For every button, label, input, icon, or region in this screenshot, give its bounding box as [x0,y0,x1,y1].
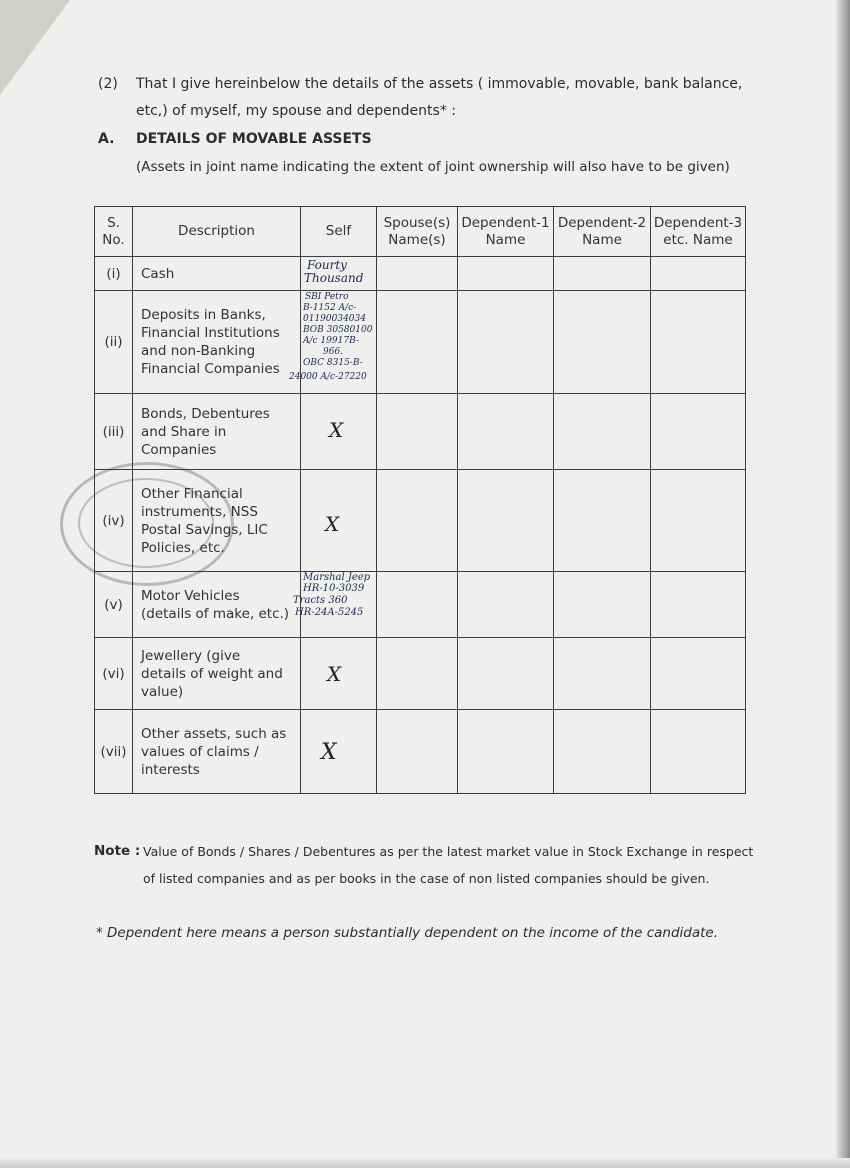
row-sno: (vi) [95,638,133,710]
row-sno: (iv) [95,470,133,572]
row-dependent-2-value [554,291,651,394]
table-row [95,470,746,572]
handwritten-line: BOB 30580100 [303,325,373,335]
row-dependent-2-value [554,257,651,291]
row-description: Jewellery (give details of weight and value) [133,638,301,710]
row-sno: (ii) [95,291,133,394]
section-subtitle: (Assets in joint name indicating the extent of joint ownership will also have to be given) [136,159,730,175]
folded-corner [0,0,70,95]
handwritten-line: 01190034034 [303,314,366,324]
header-dependent-1: Dependent-1 Name [458,207,554,257]
row-description: Bonds, Debentures and Share in Companies [133,394,301,470]
intro-number: (2) [98,76,118,92]
movable-assets-table [94,206,746,794]
handwritten-line: HR-10-3039 [303,583,365,594]
row-description: Other assets, such as values of claims / interests [133,710,301,794]
row-self-value [301,470,377,572]
header-description: Description [133,207,301,257]
handwritten-line: B-1152 A/c- [303,303,357,313]
handwritten-line: A/c 19917B- [303,336,359,346]
cross-mark: X [325,512,340,536]
table-header-row [95,207,746,257]
handwritten-line: Fourty [307,258,347,272]
table-row [95,257,746,291]
cross-mark: X [321,740,337,765]
row-self-value [301,710,377,794]
row-dependent-1-value [458,257,554,291]
row-sno: (i) [95,257,133,291]
row-dependent-1-value [458,638,554,710]
row-dependent-1-value [458,291,554,394]
row-spouse-value [377,470,458,572]
row-spouse-value [377,291,458,394]
row-self-value [301,257,377,291]
handwritten-line: Tracts 360 [293,595,348,606]
row-dependent-2-value [554,638,651,710]
header-self: Self [301,207,377,257]
handwritten-line: HR-24A-5245 [295,607,364,618]
row-spouse-value [377,394,458,470]
handwritten-line: OBC 8315-B- [303,358,363,368]
intro-line-2: etc,) of myself, my spouse and dependents* : [136,103,456,119]
row-dependent-1-value [458,394,554,470]
row-spouse-value [377,257,458,291]
footnote: * Dependent here means a person substantially dependent on the income of the candidate. [96,925,719,941]
row-sno: (iii) [95,394,133,470]
page-right-edge-shadow [836,0,850,1168]
row-description: Deposits in Banks, Financial Institutions and non-Banking Financial Companies [133,291,301,394]
row-spouse-value [377,572,458,638]
row-dependent-2-value [554,710,651,794]
row-dependent-1-value [458,710,554,794]
row-self-value [301,638,377,710]
table-row [95,638,746,710]
row-dependent-3-value [651,572,746,638]
handwritten-line: Thousand [304,271,364,285]
row-description: Cash [133,257,301,291]
section-title: DETAILS OF MOVABLE ASSETS [136,131,372,147]
row-dependent-3-value [651,470,746,572]
row-dependent-3-value [651,291,746,394]
handwritten-line: 24000 A/c-27220 [289,372,367,382]
handwritten-line: Marshal Jeep [303,572,371,583]
row-spouse-value [377,710,458,794]
row-dependent-1-value [458,572,554,638]
row-self-value [293,572,377,638]
handwritten-line: 966. [323,347,344,357]
row-dependent-3-value [651,394,746,470]
header-dependent-2: Dependent-2 Name [554,207,651,257]
table-row [95,394,746,470]
row-dependent-3-value [651,638,746,710]
row-self-value [301,394,377,470]
header-spouse: Spouse(s) Name(s) [377,207,458,257]
section-letter: A. [98,131,115,147]
header-sno: S. No. [95,207,133,257]
table-row [95,291,746,394]
header-dependent-3: Dependent-3 etc. Name [651,207,746,257]
table-row [95,710,746,794]
row-dependent-2-value [554,470,651,572]
cross-mark: X [329,418,344,442]
table-row [95,572,746,638]
note-label: Note : [94,843,141,859]
note-line-2: of listed companies and as per books in the case of non listed companies should be given. [143,871,710,886]
row-dependent-1-value [458,470,554,572]
row-sno: (v) [95,572,133,638]
row-dependent-3-value [651,710,746,794]
handwritten-line: SBI Petro [305,292,349,302]
cross-mark: X [327,662,342,686]
page-bottom-edge-shadow [0,1158,850,1168]
row-description: Motor Vehicles (details of make, etc.) [133,572,301,638]
row-description: Other Financial instruments, NSS Postal Savings, LIC Policies, etc. [133,470,301,572]
row-dependent-3-value [651,257,746,291]
row-spouse-value [377,638,458,710]
intro-line-1: That I give hereinbelow the details of the assets ( immovable, movable, bank balance, [136,76,743,92]
row-dependent-2-value [554,572,651,638]
note-line-1: Value of Bonds / Shares / Debentures as per the latest market value in Stock Exchange in respect [143,844,754,859]
row-self-value [289,291,377,394]
row-dependent-2-value [554,394,651,470]
row-sno: (vii) [95,710,133,794]
